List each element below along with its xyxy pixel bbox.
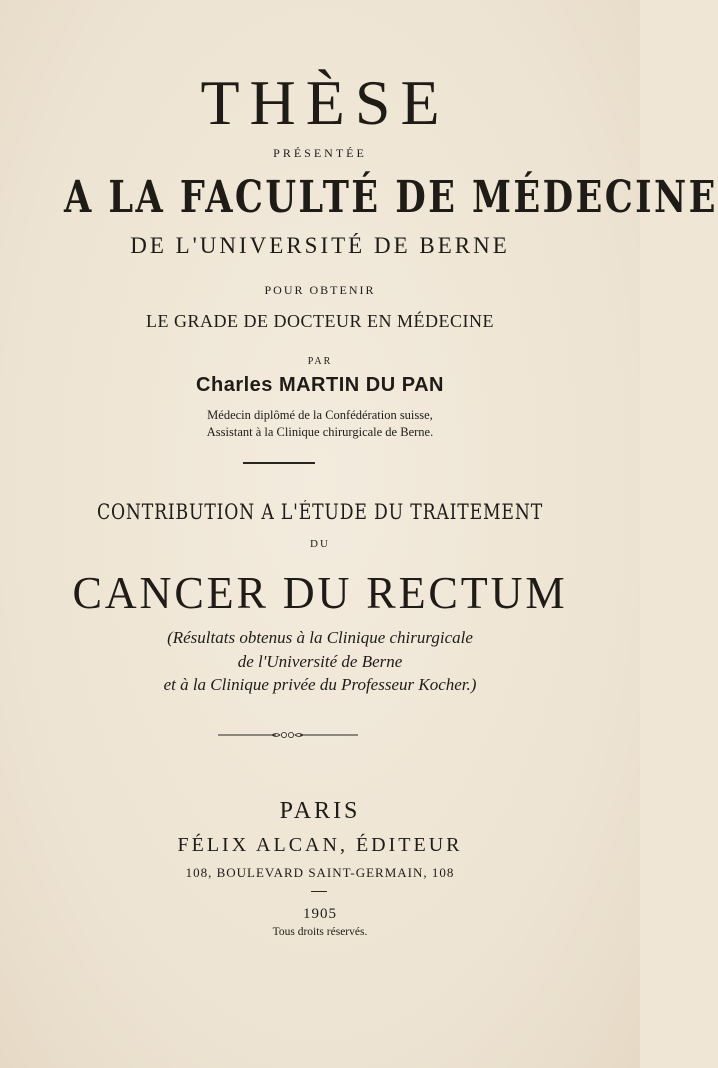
grade-heading: LE GRADE DE DOCTEUR EN MÉDECINE — [146, 311, 494, 331]
ornament-divider-icon — [218, 730, 358, 740]
subtitle-line: (Résultats obtenus à la Clinique chirurgicale — [167, 628, 473, 647]
short-rule — [311, 891, 327, 892]
par-label: PAR — [307, 356, 333, 367]
contribution-heading: CONTRIBUTION A L'ÉTUDE DU TRAITEMENT — [96, 500, 544, 524]
rights-notice: Tous droits réservés. — [272, 926, 368, 938]
faculte-heading: A LA FACULTÉ DE MÉDECINE — [64, 172, 718, 223]
main-title: CANCER DU RECTUM — [72, 567, 568, 618]
author-credential: Médecin diplômé de la Confédération suisse, — [207, 408, 433, 422]
universite-heading: DE L'UNIVERSITÉ DE BERNE — [130, 233, 510, 258]
du-label: DU — [310, 538, 330, 550]
these-heading: THÈSE — [200, 67, 450, 138]
publisher-address: 108, BOULEVARD SAINT-GERMAIN, 108 — [185, 865, 455, 880]
publisher-name: FÉLIX ALCAN, ÉDITEUR — [177, 834, 463, 856]
publication-place: PARIS — [279, 798, 361, 824]
subtitle-line: de l'Université de Berne — [237, 652, 403, 671]
author-credential: Assistant à la Clinique chirurgicale de Berne. — [206, 425, 434, 439]
pour-obtenir-label: POUR OBTENIR — [264, 283, 376, 297]
presentee-label: PRÉSENTÉE — [273, 146, 367, 160]
publication-year: 1905 — [303, 906, 337, 922]
author-name: Charles MARTIN DU PAN — [196, 374, 444, 396]
divider-rule — [243, 462, 315, 464]
subtitle-line: et à la Clinique privée du Professeur Kocher.) — [163, 675, 477, 694]
